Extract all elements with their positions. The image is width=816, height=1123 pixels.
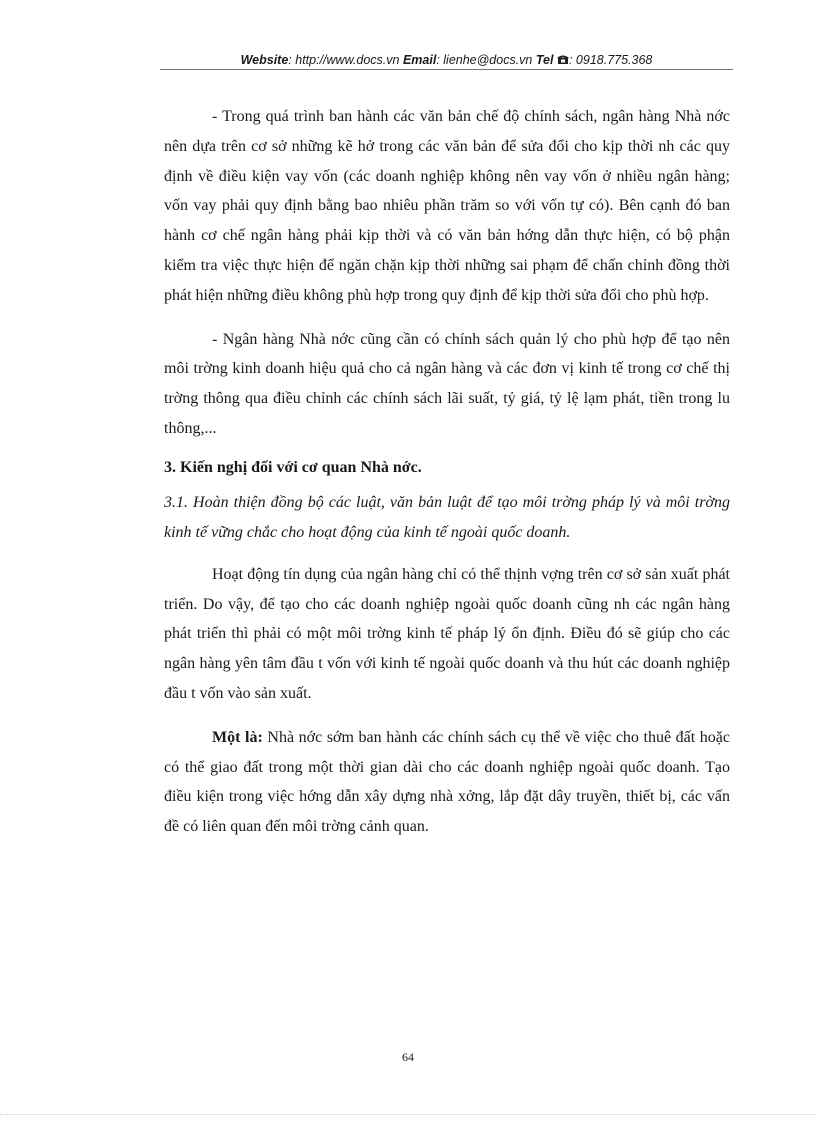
tel-label: Tel [535, 53, 554, 67]
tel-value: : 0918.775.368 [568, 53, 653, 67]
section-heading-3: 3. Kiến nghị đối với cơ quan Nhà nớc. [164, 458, 422, 476]
page-number: 64 [402, 1050, 414, 1064]
page-header [160, 52, 733, 68]
paragraph-4-lead: Một là: [212, 728, 263, 746]
paragraph-3: Hoạt động tín dụng của ngân hàng chỉ có thể thịnh vợng trên cơ sở sản xuất phát triển. Do vậy, để tạo cho các doanh nghiệp ngoài quốc doanh cũng nh các ngân hàng phát triển thì phải có một môi trờng kinh tế pháp lý ổn định. Điều đó sẽ giúp cho các ngân hàng yên tâm đầu t vốn với kinh tế ngoài quốc doanh và thu hút các doanh nghiệp đầu t vốn vào sản xuất. [164, 565, 730, 702]
website-value: : http://www.docs.vn [288, 53, 400, 67]
phone-icon [557, 54, 569, 65]
paragraph-2: - Ngân hàng Nhà nớc cũng cần có chính sách quản lý cho phù hợp để tạo nên môi trờng kinh doanh hiệu quả cho cả ngân hàng và các đơn vị kinh tế trong cơ chế thị trờng thông qua điều chỉnh các chính sách lãi suất, tỷ giá, tỷ lệ lạm phát, tiền trong lu thông,... [164, 330, 730, 437]
email-label: Email [402, 53, 437, 67]
header-rule [160, 69, 733, 70]
page-bottom-border [0, 1114, 816, 1115]
website-label: Website [240, 53, 289, 67]
paragraph-4 [164, 723, 730, 842]
document-body [164, 102, 730, 856]
paragraph-4-body: Nhà nớc sớm ban hành các chính sách cụ thể về việc cho thuê đất hoặc có thể giao đất trong một thời gian dài cho các doanh nghiệp ngoài quốc doanh. Tạo điều kiện trong việc hớng dẫn xây dựng nhà xởng, lắp đặt dây truyền, thiết bị, các vấn đề có liên quan đến môi trờng cảnh quan. [164, 728, 731, 836]
paragraph-1: - Trong quá trình ban hành các văn bản chế độ chính sách, ngân hàng Nhà nớc nên dựa trên cơ sở những kẽ hở trong các văn bản để sửa đổi cho kịp thời nh các quy định về điều kiện vay vốn (các doanh nghiệp không nên vay vốn ở nhiều ngân hàng; vốn vay phải quy định bằng bao nhiêu phần trăm so với vốn tự có). Bên cạnh đó ban hành cơ chế ngân hàng phải kịp thời và có văn bản hớng dẫn thực hiện, có bộ phận kiểm tra việc thực hiện để ngăn chặn kịp thời những sai phạm để chấn chỉnh đồng thời phát hiện những điều không phù hợp trong quy định để kịp thời sửa đổi cho phù hợp. [164, 108, 730, 304]
subsection-heading-3-1: 3.1. Hoàn thiện đồng bộ các luật, văn bản luật để tạo môi trờng pháp lý và môi trờng kinh tế vững chắc cho hoạt động của kinh tế ngoài quốc doanh. [164, 493, 730, 541]
email-value: : lienhe@docs.vn [436, 53, 533, 67]
